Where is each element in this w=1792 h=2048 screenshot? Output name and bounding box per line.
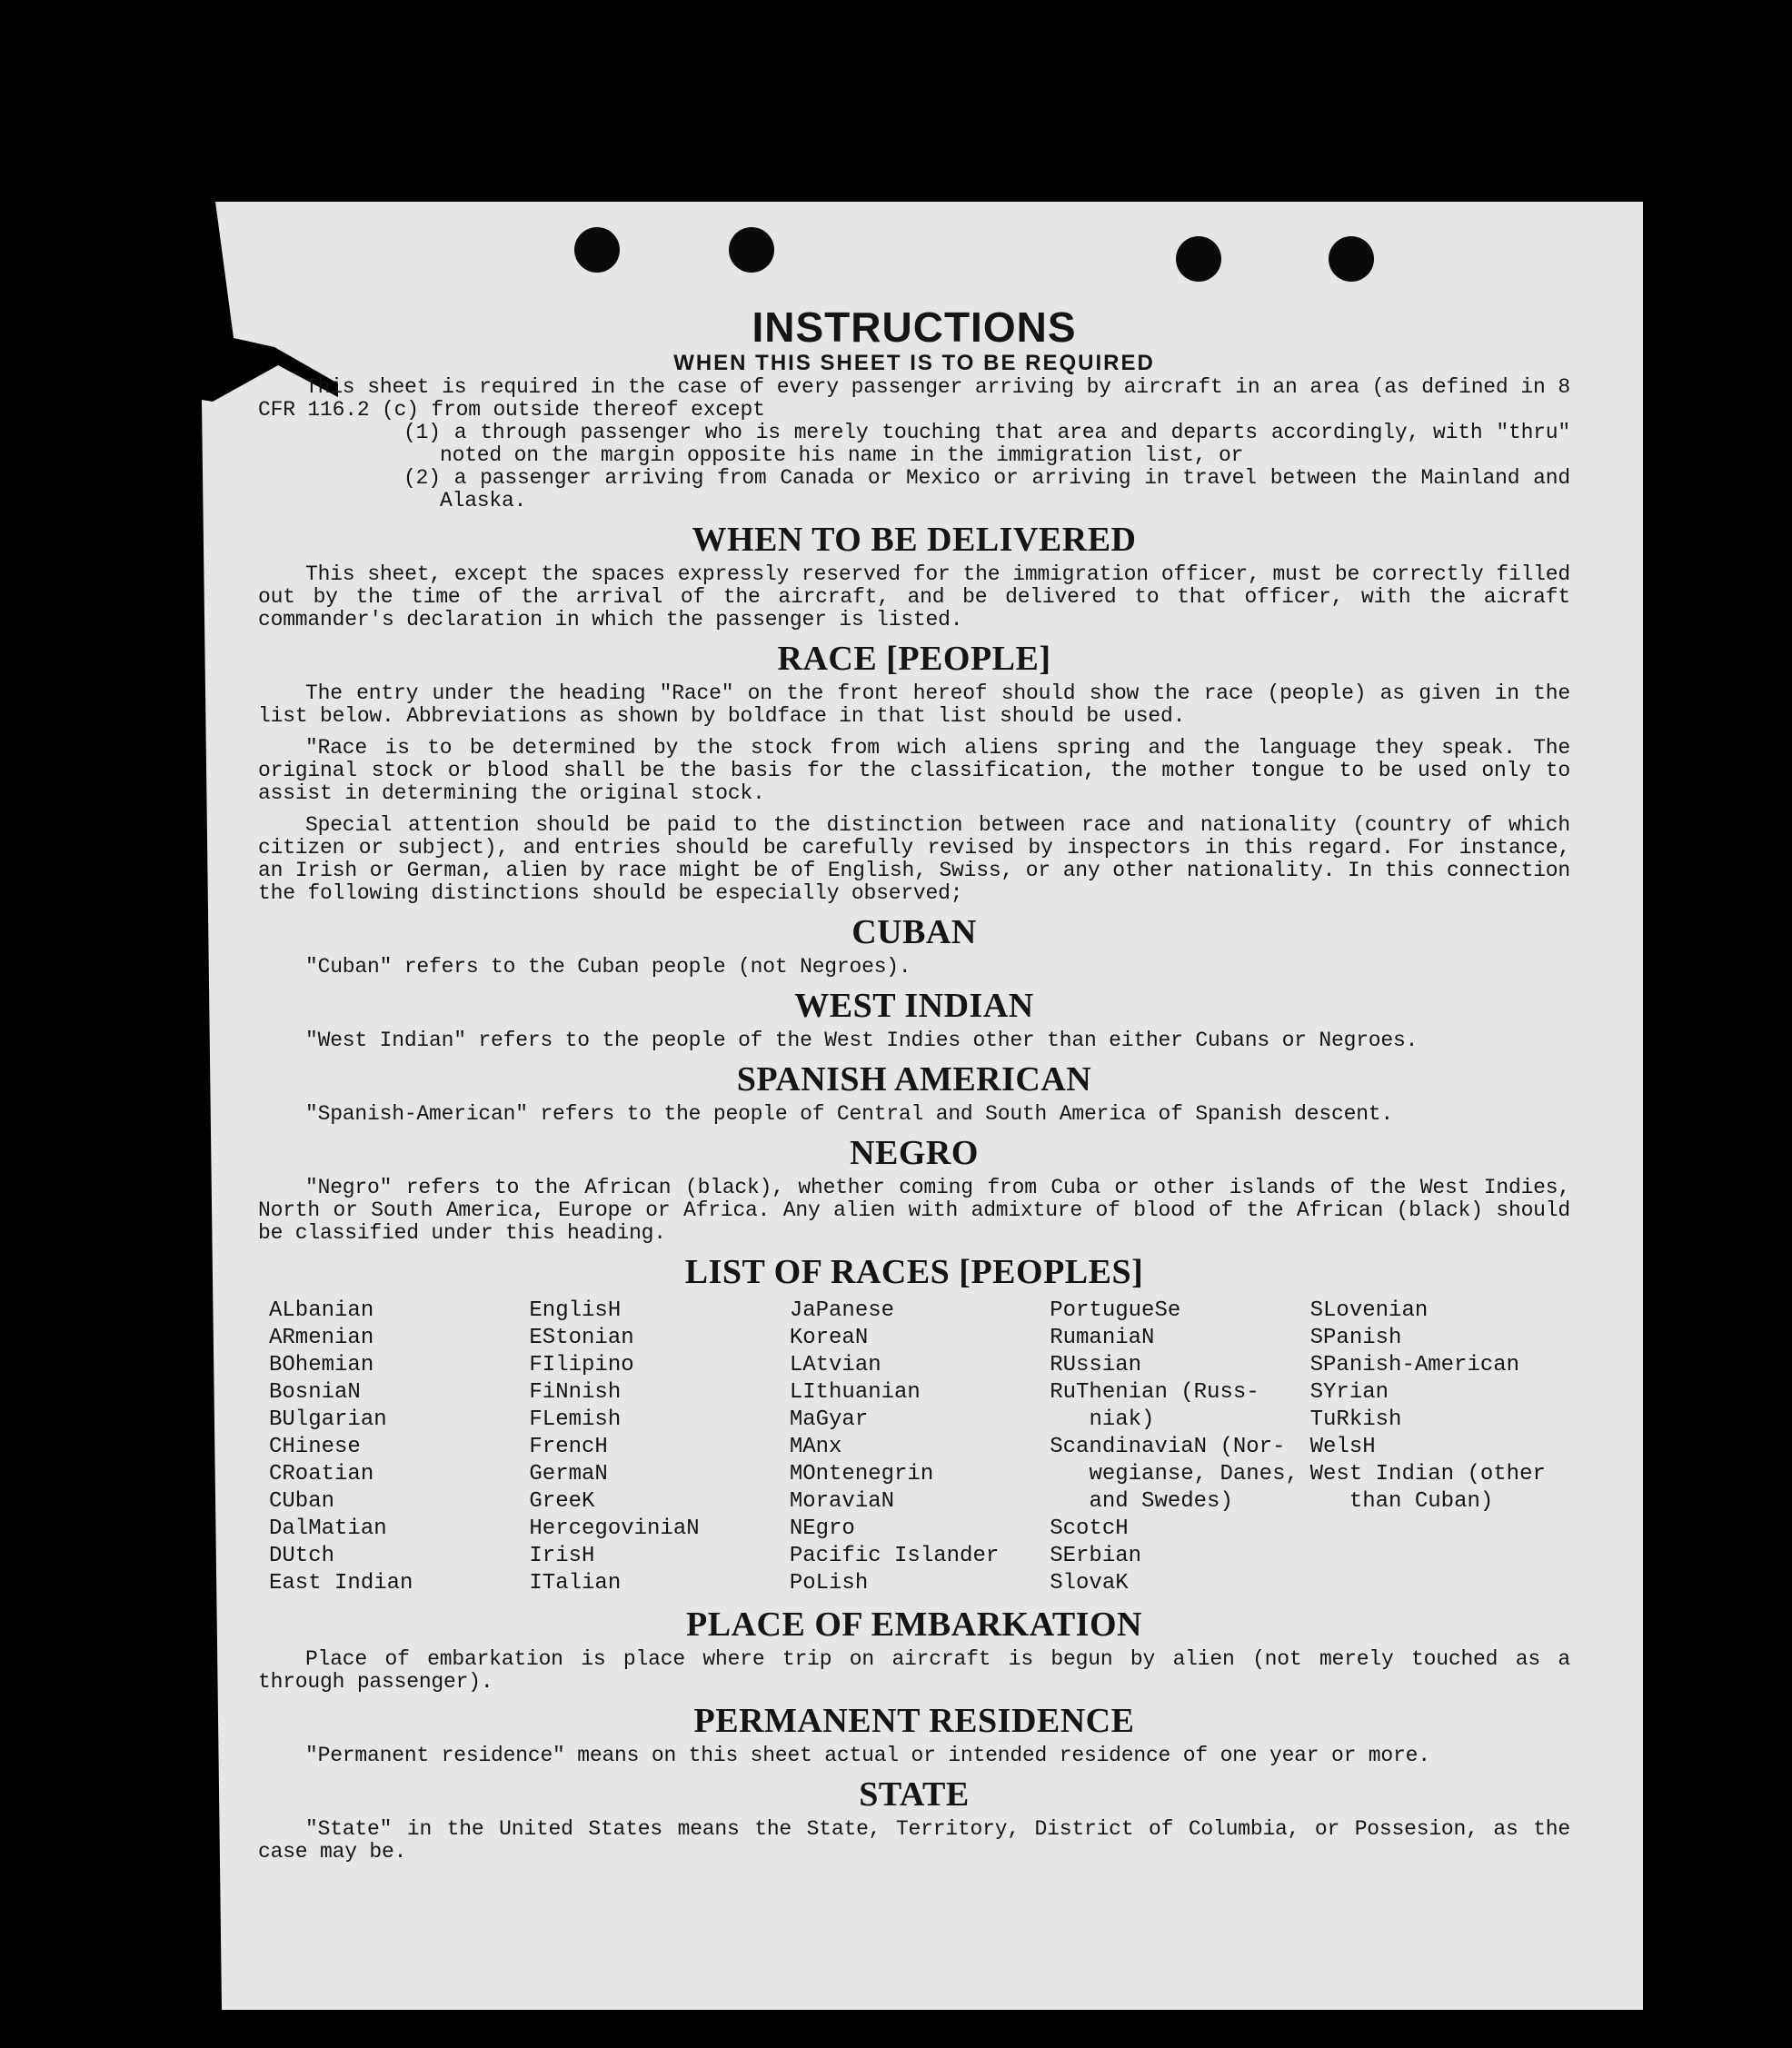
race-entry: MOntenegrin — [789, 1462, 934, 1486]
section-text: "Permanent residence" means on this sheet actual or intended residence of one year or more. — [305, 1744, 1430, 1767]
race-entry: SlovaK — [1050, 1571, 1129, 1596]
race-entry: SPanish-American — [1309, 1353, 1520, 1377]
race-entry: Pacific Islander — [789, 1544, 1000, 1568]
race-entry: ARmenian — [269, 1326, 374, 1350]
section-heading: SPANISH AMERICAN — [736, 1060, 1092, 1099]
race-entry: LIthuanian — [789, 1380, 921, 1405]
race-entry: DalMatian — [269, 1516, 387, 1541]
race-entry: ALbanian — [269, 1298, 374, 1323]
race-entry: ScandinaviaN (Nor- wegianse, Danes, and Swedes) — [1050, 1435, 1299, 1514]
race-entry: SErbian — [1050, 1544, 1142, 1568]
section-text: "Cuban" refers to the Cuban people (not Negroes). — [305, 955, 911, 979]
race-entry: RumaniaN — [1050, 1326, 1155, 1350]
section-text: "West Indian" refers to the people of the West Indies other than either Cubans or Negroes. — [305, 1029, 1419, 1052]
section-heading: PERMANENT RESIDENCE — [693, 1702, 1135, 1740]
race-entry: FrencH — [529, 1435, 608, 1459]
race-entry: KoreaN — [789, 1326, 869, 1350]
race-entry: DUtch — [269, 1544, 335, 1568]
race-entry: CUban — [269, 1489, 335, 1514]
exception-item: (1) a through passenger who is merely touching that area and departs accordingly, with "thru" noted on the margin opposite his name in the immigration list, or — [403, 421, 1570, 467]
races-column — [790, 1297, 1050, 1597]
races-column — [269, 1297, 529, 1597]
section-heading: WHEN TO BE DELIVERED — [692, 521, 1137, 559]
section-text: Special attention should be paid to the distinction between race and nationality (country of which citizen or subject), and entries should be carefully revised by inspectors in this regard. For instance, an Irish or German, alien by race might be of English, Swiss, or any other nationality. In this connection the following distinctions should be especially observed; — [258, 813, 1570, 905]
race-entry: FiNnish — [529, 1380, 622, 1405]
race-entry: EStonian — [529, 1326, 634, 1350]
section-heading: PLACE OF EMBARKATION — [686, 1606, 1142, 1644]
race-entry: PortugueSe — [1050, 1298, 1181, 1323]
section-text: The entry under the heading "Race" on the front hereof should show the race (people) as given in the list below. Abbreviations as shown by boldface in that list should be used. — [258, 681, 1570, 728]
race-entry: RUssian — [1050, 1353, 1142, 1377]
requirement-text: This sheet is required in the case of every passenger arriving by aircraft in an area (as defined in 8 CFR 116.2 (c) from outside thereof except — [258, 375, 1570, 422]
races-column — [529, 1297, 789, 1597]
race-entry: EnglisH — [529, 1298, 622, 1323]
punch-hole — [1176, 236, 1221, 282]
required-subtitle: WHEN THIS SHEET IS TO BE REQUIRED — [673, 351, 1155, 375]
race-entry: TuRkish — [1309, 1407, 1402, 1432]
race-entry: PoLish — [789, 1571, 869, 1596]
race-entry: ScotcH — [1050, 1516, 1129, 1541]
race-entry: East Indian — [269, 1571, 413, 1596]
section-text: Place of embarkation is place where trip on aircraft is begun by alien (not merely touched as a through passenger). — [258, 1647, 1570, 1694]
section-heading: STATE — [859, 1775, 970, 1814]
instructions-content — [258, 303, 1570, 1864]
races-column — [1050, 1297, 1309, 1597]
section-heading: WEST INDIAN — [794, 987, 1034, 1025]
section-heading: LIST OF RACES [PEOPLES] — [684, 1253, 1144, 1291]
race-entry: CHinese — [269, 1435, 361, 1459]
race-entry: SYrian — [1309, 1380, 1389, 1405]
section-text: "Negro" refers to the African (black), whether coming from Cuba or other islands of the West Indies, North or South America, Europe or Africa. Any alien with admixture of blood of the African (black) should be classified under this heading. — [258, 1176, 1570, 1245]
punch-hole — [1329, 236, 1374, 282]
races-list — [269, 1297, 1570, 1597]
section-text: "State" in the United States means the State, Territory, District of Columbia, or Possesion, as the case may be. — [258, 1817, 1570, 1864]
race-entry: BUlgarian — [269, 1407, 387, 1432]
race-entry: West Indian (other than Cuban) — [1309, 1462, 1546, 1514]
exception-item: (2) a passenger arriving from Canada or Mexico or arriving in travel between the Mainland and Alaska. — [403, 466, 1570, 512]
races-column — [1310, 1297, 1570, 1597]
section-text: "Spanish-American" refers to the people of Central and South America of Spanish descent. — [305, 1102, 1393, 1126]
punch-hole — [729, 227, 774, 273]
race-entry: SLovenian — [1309, 1298, 1429, 1323]
race-entry: WelsH — [1309, 1435, 1376, 1459]
race-entry: CRoatian — [269, 1462, 374, 1486]
section-text: This sheet, except the spaces expressly reserved for the immigration officer, must be correctly filled out by the time of the arrival of the aircraft, and be delivered to that officer, with the aicraft commander's declaration in which the passenger is listed. — [258, 562, 1570, 631]
section-text: "Race is to be determined by the stock from wich aliens spring and the language they speak. The original stock or blood shall be the basis for the classification, the mother tongue to be used only to assist in determining the original stock. — [258, 736, 1570, 805]
race-entry: MAnx — [789, 1435, 842, 1459]
race-entry: HercegoviniaN — [529, 1516, 700, 1541]
race-entry: MoraviaN — [789, 1489, 895, 1514]
section-heading: CUBAN — [851, 913, 977, 951]
race-entry: GreeK — [529, 1489, 595, 1514]
race-entry: MaGyar — [789, 1407, 869, 1432]
section-heading: RACE [PEOPLE] — [777, 640, 1051, 678]
race-entry: SPanish — [1309, 1326, 1402, 1350]
section-heading: NEGRO — [850, 1134, 979, 1172]
race-entry: GermaN — [529, 1462, 608, 1486]
race-entry: FIlipino — [529, 1353, 634, 1377]
race-entry: RuThenian (Russ- niak) — [1050, 1380, 1259, 1432]
race-entry: JaPanese — [789, 1298, 895, 1323]
race-entry: FLemish — [529, 1407, 622, 1432]
page-title: INSTRUCTIONS — [752, 303, 1077, 351]
race-entry: NEgro — [789, 1516, 855, 1541]
race-entry: BOhemian — [269, 1353, 374, 1377]
punch-hole — [574, 227, 620, 273]
race-entry: LAtvian — [789, 1353, 881, 1377]
race-entry: BosniaN — [269, 1380, 361, 1405]
race-entry: ITalian — [529, 1571, 622, 1596]
race-entry: IrisH — [529, 1544, 595, 1568]
